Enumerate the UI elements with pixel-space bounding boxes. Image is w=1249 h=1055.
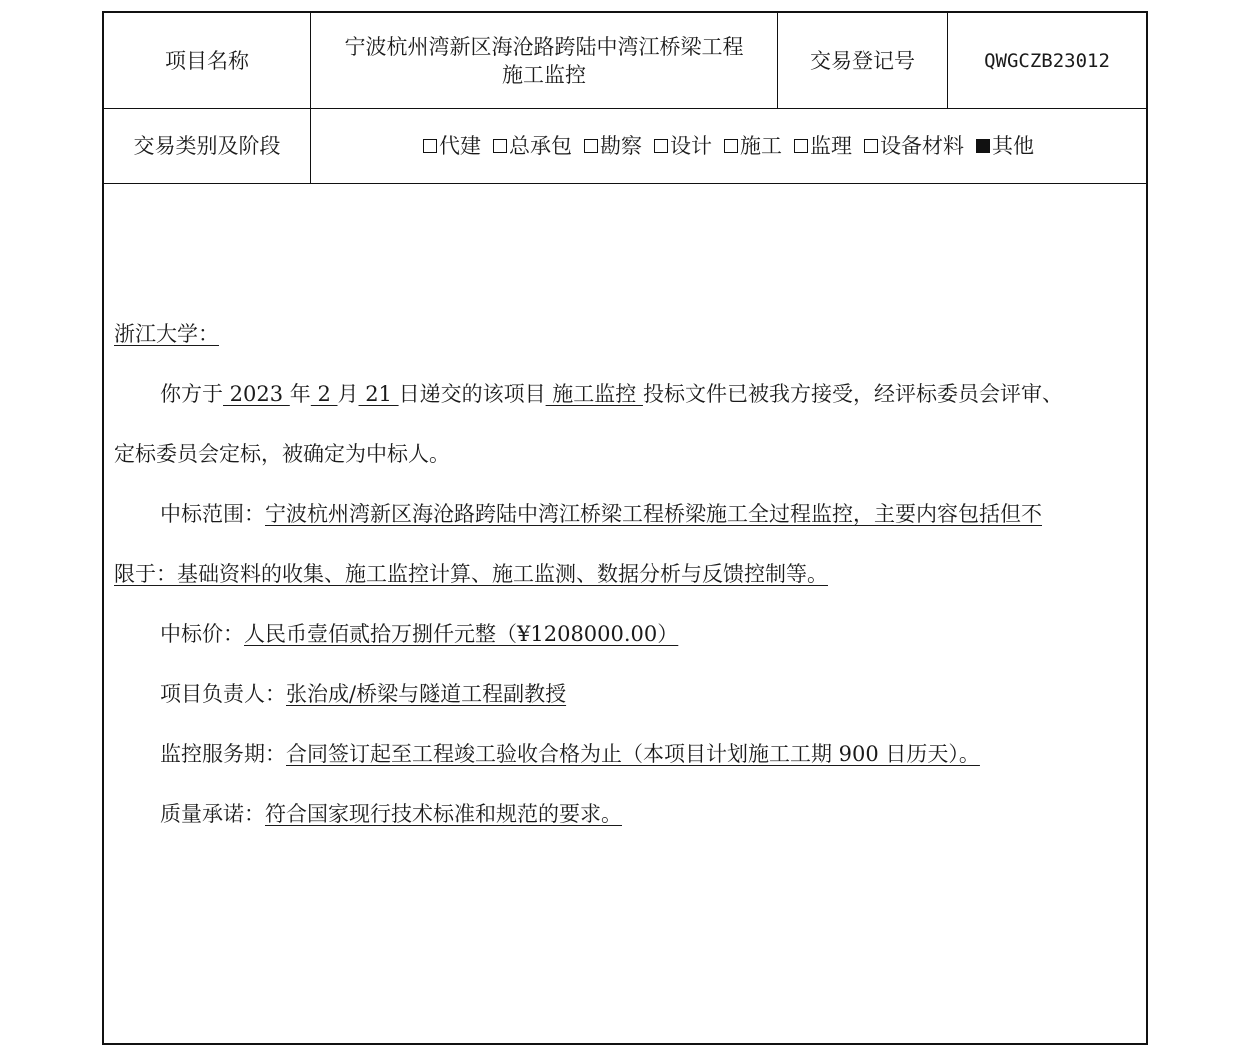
leader-row: [114, 678, 566, 708]
category-option-label: 勘察: [600, 134, 642, 158]
period-value: 合同签订起至工程竣工验收合格为止（本项目计划施工工期 900 日历天）。: [286, 742, 980, 766]
category-option-label: 总承包: [509, 134, 572, 158]
scope-line1: [114, 498, 1042, 528]
notice-table: [102, 11, 1148, 1045]
category-option-label: 代建: [439, 134, 481, 158]
category-option-shigong[interactable]: [724, 132, 782, 160]
acceptance-paragraph-line2: 定标委员会定标，被确定为中标人。: [114, 442, 450, 466]
bid-project: 施工监控: [545, 382, 643, 406]
scope-label: 中标范围：: [160, 502, 265, 526]
submit-year: 2023: [223, 382, 290, 406]
acceptance-paragraph-line1: [114, 378, 1063, 408]
checkbox-icon: [654, 139, 668, 153]
category-option-daijian[interactable]: [423, 132, 481, 160]
quality-row: [114, 798, 622, 828]
quality-value: 符合国家现行技术标准和规范的要求。: [265, 802, 622, 826]
leader-value: 张治成/桥梁与隧道工程副教授: [286, 682, 567, 706]
addressee: [114, 318, 219, 348]
project-name-line2: 施工监控: [502, 62, 586, 87]
project-name-line1: 宁波杭州湾新区海沧路跨陆中湾江桥梁工程: [344, 34, 744, 59]
project-name-value: [311, 13, 777, 108]
category-option-sheji[interactable]: [654, 132, 712, 160]
checkbox-icon: [493, 139, 507, 153]
text: 你方于: [160, 382, 223, 406]
scope-value-line1: 宁波杭州湾新区海沧路跨陆中湾江桥梁工程桥梁施工全过程监控，主要内容包括但不: [265, 502, 1042, 526]
divider: [104, 183, 1146, 184]
category-option-label: 监理: [810, 134, 852, 158]
price-value: 人民币壹佰贰拾万捌仟元整（¥1208000.00）: [244, 622, 679, 646]
category-option-zongchengbao[interactable]: [493, 132, 572, 160]
price-label: 中标价：: [160, 622, 244, 646]
quality-label: 质量承诺：: [160, 802, 265, 826]
category-option-kancha[interactable]: [584, 132, 642, 160]
checkbox-icon: [724, 139, 738, 153]
submit-month: 2: [310, 382, 338, 406]
scope-line2: [114, 558, 828, 588]
addressee-name: 浙江大学：: [114, 322, 219, 346]
registration-label: 交易登记号: [810, 48, 915, 73]
checkbox-checked-icon: [976, 139, 990, 153]
category-option-shebeicailiao[interactable]: [864, 132, 964, 160]
category-option-label: 设备材料: [880, 134, 964, 158]
text: 投标文件已被我方接受，经评标委员会评审、: [642, 382, 1063, 406]
checkbox-icon: [864, 139, 878, 153]
period-label: 监控服务期：: [160, 742, 286, 766]
category-options: [311, 109, 1146, 183]
period-row: [114, 738, 980, 768]
price-row: [114, 618, 678, 648]
category-option-label: 其他: [992, 134, 1034, 158]
category-option-label: 施工: [740, 134, 782, 158]
scope-value-line2: 限于：基础资料的收集、施工监控计算、施工监测、数据分析与反馈控制等。: [114, 562, 828, 586]
category-label: 交易类别及阶段: [133, 134, 281, 158]
project-name-label: 项目名称: [165, 48, 249, 73]
checkbox-icon: [584, 139, 598, 153]
registration-value: QWGCZB23012: [984, 49, 1110, 72]
leader-label: 项目负责人：: [160, 682, 286, 706]
checkbox-icon: [423, 139, 437, 153]
text: 日递交的该项目: [398, 382, 546, 406]
category-option-qita[interactable]: [976, 132, 1034, 160]
category-option-jianli[interactable]: [794, 132, 852, 160]
category-option-label: 设计: [670, 134, 712, 158]
submit-day: 21: [358, 382, 399, 406]
checkbox-icon: [794, 139, 808, 153]
text: 年: [289, 382, 311, 406]
text: 月: [337, 382, 359, 406]
